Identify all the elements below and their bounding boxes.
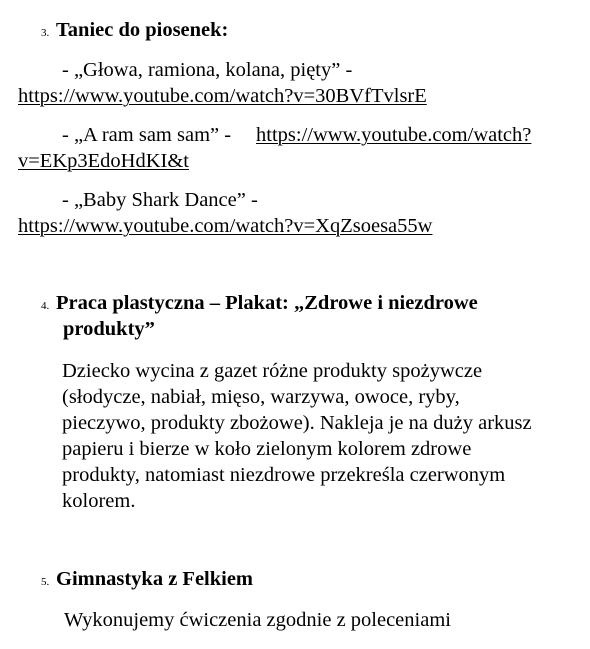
section-5-number: 5. xyxy=(41,576,50,588)
section-4-title-line-1: Praca plastyczna – Plakat: „Zdrowe i niezdrowe xyxy=(56,292,478,314)
song-1-title: - „Głowa, ramiona, kolana, pięty” - xyxy=(62,59,353,81)
section-4-title-line-2: produkty” xyxy=(63,318,155,340)
section-4-number: 4. xyxy=(41,300,50,312)
song-2-title: - „A ram sam sam” - xyxy=(62,124,232,146)
section-3-title: Taniec do piosenek: xyxy=(56,19,229,41)
section-5-body: Wykonujemy ćwiczenia zgodnie z poleceniami xyxy=(64,609,451,631)
section-4-body-line-3: pieczywo, produkty zbożowe). Nakleja je na duży arkusz xyxy=(62,412,532,434)
section-4-body-line-4: papieru i bierze w koło zielonym kolorem zdrowe xyxy=(62,438,472,460)
section-5-title: Gimnastyka z Felkiem xyxy=(56,568,254,590)
section-4-body-line-2: (słodycze, nabiał, mięso, warzywa, owoce, ryby, xyxy=(62,386,460,408)
section-4-body-line-6: kolorem. xyxy=(62,490,136,512)
song-2-link-part-1[interactable]: https://www.youtube.com/watch? xyxy=(256,124,532,146)
song-3-link[interactable]: https://www.youtube.com/watch?v=XqZsoesa55w xyxy=(18,215,433,237)
song-3-title: - „Baby Shark Dance” - xyxy=(62,189,258,211)
song-1-link[interactable]: https://www.youtube.com/watch?v=30BVfTvlsrE xyxy=(18,85,427,107)
song-2-link-part-2[interactable]: v=EKp3EdoHdKI&t xyxy=(18,150,189,172)
section-4-body-line-1: Dziecko wycina z gazet różne produkty spożywcze xyxy=(62,360,483,382)
section-3-number: 3. xyxy=(41,27,50,39)
section-4-body-line-5: produkty, natomiast niezdrowe przekreśla czerwonym xyxy=(62,464,506,486)
